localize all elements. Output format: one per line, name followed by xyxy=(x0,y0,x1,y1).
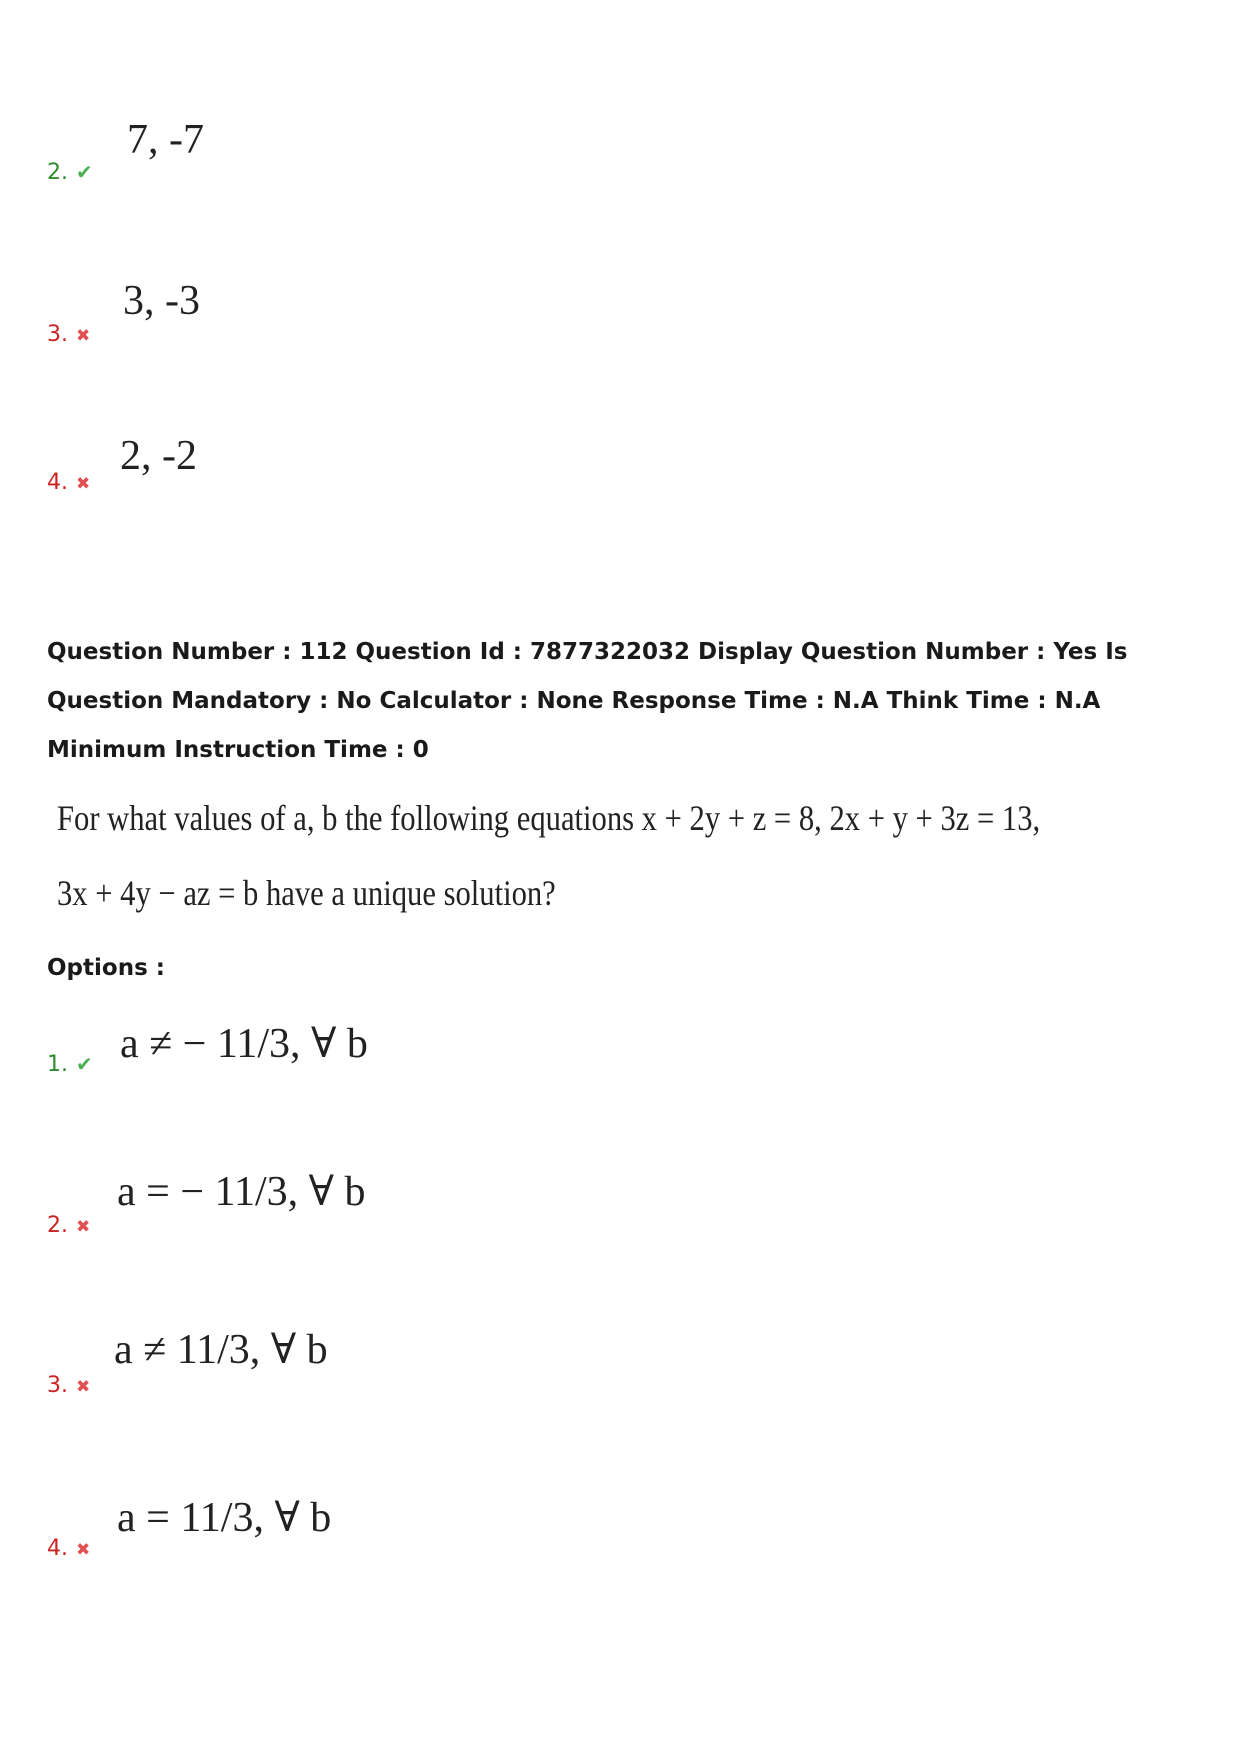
check-icon: ✔ xyxy=(76,160,93,184)
option-number: 2. ✖ xyxy=(47,1213,91,1238)
cross-icon: ✖ xyxy=(76,474,91,494)
option-value: a = − 11/3, ∀ b xyxy=(117,1169,366,1215)
options-label: Options : xyxy=(47,955,165,981)
option-number: 4. ✖ xyxy=(47,1536,91,1561)
question-metadata: Question Number : 112 Question Id : 7877322032 Display Question Number : Yes Is Question Mandatory : No Calculator : None Response Time : N.A Think Time : N.A Minimum Instruction Time : 0 xyxy=(47,639,1128,763)
cross-icon: ✖ xyxy=(76,1540,91,1560)
option-value: a ≠ − 11/3, ∀ b xyxy=(120,1021,368,1067)
cross-icon: ✖ xyxy=(76,1217,91,1237)
option-value: 7, -7 xyxy=(127,117,204,163)
option-number: 1. ✔ xyxy=(47,1052,93,1077)
cross-icon: ✖ xyxy=(76,1377,91,1397)
question-text-line-1: For what values of a, b the following equations x + 2y + z = 8, 2x + y + 3z = 13, xyxy=(57,798,1041,838)
option-value: a = 11/3, ∀ b xyxy=(117,1495,332,1541)
option-value: a ≠ 11/3, ∀ b xyxy=(114,1327,328,1373)
option-number: 3. ✖ xyxy=(47,1373,91,1398)
option-number: 2. ✔ xyxy=(47,160,93,185)
option-value: 2, -2 xyxy=(120,433,197,479)
option-value: 3, -3 xyxy=(123,278,200,324)
option-number: 3. ✖ xyxy=(47,322,91,347)
question-text-line-2: 3x + 4y − az = b have a unique solution? xyxy=(57,873,556,913)
option-number: 4. ✖ xyxy=(47,470,91,495)
check-icon: ✔ xyxy=(76,1052,93,1076)
cross-icon: ✖ xyxy=(76,326,91,346)
